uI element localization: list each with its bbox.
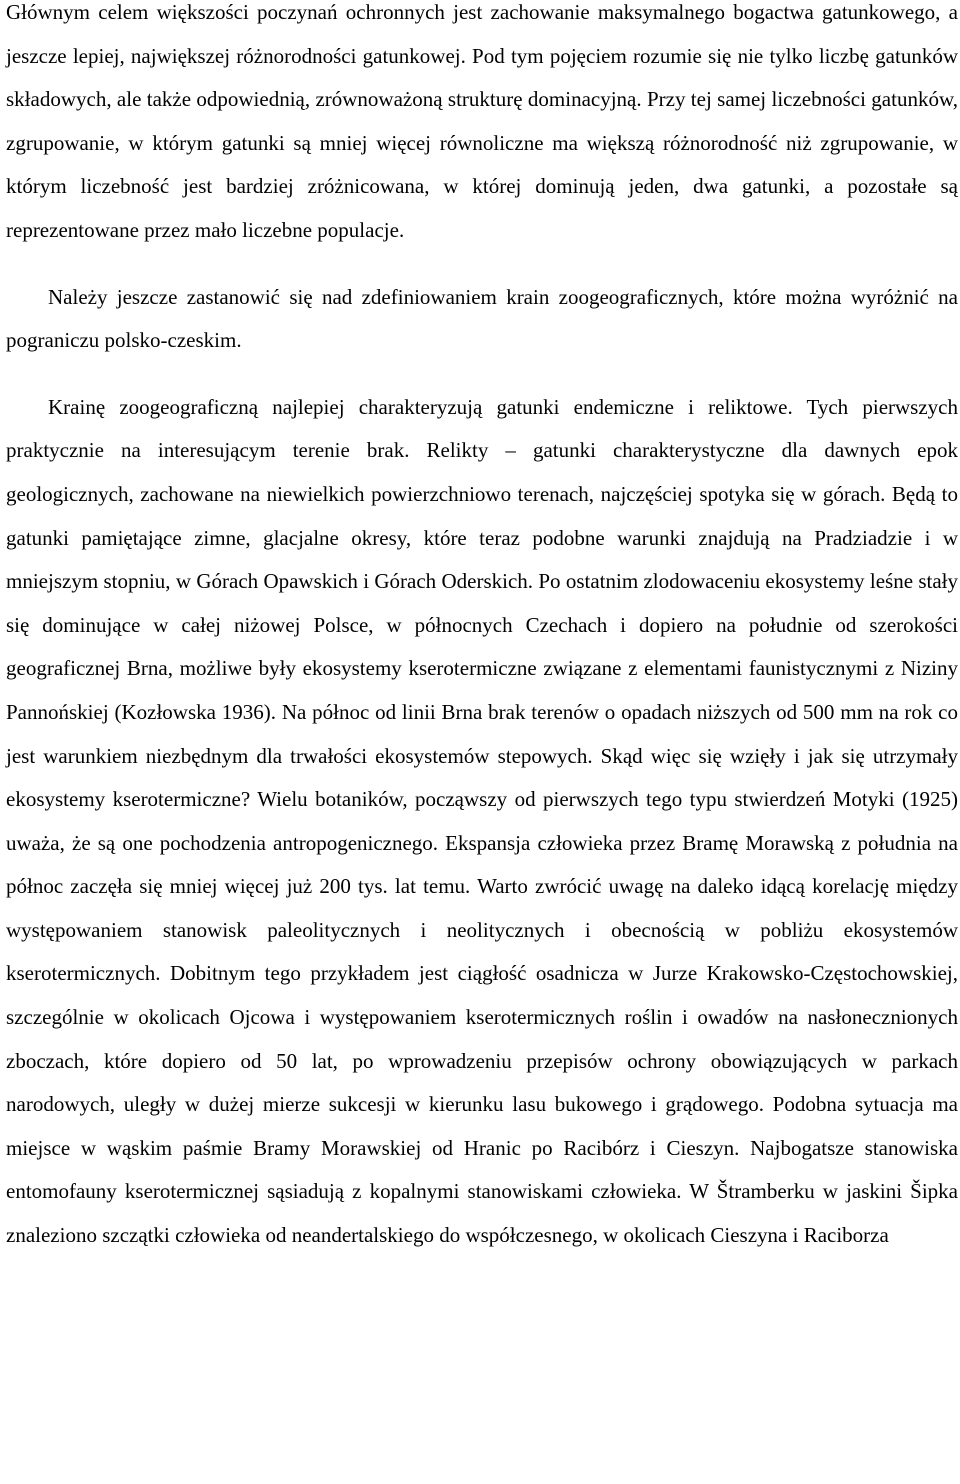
paragraph-diversity: Głównym celem większości poczynań ochronnych jest zachowanie maksymalnego bogactwa gatunkowego, a jeszcze lepiej, największej różnorodności gatunkowej. Pod tym pojęciem rozumie się nie tylko liczbę gatunków składowych, ale także odpowiednią, zrównoważoną strukturę dominacyjną. Przy tej samej liczebności gatunków, zgrupowanie, w którym gatunki są mniej więcej równoliczne ma większą różnorodność niż zgrupowanie, w którym liczebność jest bardziej zróżnicowana, w której dominują jeden, dwa gatunki, a pozostałe są reprezentowane przez mało liczebne populacje.: [6, 0, 958, 242]
document-page: [6, 0, 958, 1258]
paragraph-zoogeographic-regions: Należy jeszcze zastanowić się nad zdefiniowaniem krain zoogeograficznych, które można wyróżnić na pograniczu polsko-czeskim.: [6, 284, 958, 353]
paragraph-relict-species: Krainę zoogeograficzną najlepiej charakteryzują gatunki endemiczne i reliktowe. Tych pierwszych praktycznie na interesującym terenie brak. Relikty – gatunki charakterystyczne dla dawnych epok geologicznych, zachowane na niewielkich powierzchniowo terenach, najczęściej spotyka się w górach. Będą to gatunki pamiętające zimne, glacjalne okresy, które teraz podobne warunki znajdują na Pradziadzie i w mniejszym stopniu, w Górach Opawskich i Górach Oderskich. Po ostatnim zlodowaceniu ekosystemy leśne stały się dominujące w całej niżowej Polsce, w północnych Czechach i dopiero na południe od szerokości geograficznej Brna, możliwe były ekosystemy kserotermiczne związane z elementami faunistycznymi z Niziny Pannońskiej (Kozłowska 1936). Na północ od linii Brna brak terenów o opadach niższych od 500 mm na rok co jest warunkiem niezbędnym dla trwałości ekosystemów stepowych. Skąd więc się wzięły i jak się utrzymały ekosystemy kserotermiczne? Wielu botaników, począwszy od pierwszych tego typu stwierdzeń Motyki (1925) uważa, że są one pochodzenia antropogenicznego. Ekspansja człowieka przez Bramę Morawską z południa na północ zaczęła się mniej więcej już 200 tys. lat temu. Warto zwrócić uwagę na daleko idącą korelację między występowaniem stanowisk paleolitycznych i neolitycznych i obecnością w pobliżu ekosystemów kserotermicznych. Dobitnym tego przykładem jest ciągłość osadnicza w Jurze Krakowsko-Częstochowskiej, szczególnie w okolicach Ojcowa i występowaniem kserotermicznych roślin i owadów na nasłonecznionych zboczach, które dopiero od 50 lat, po wprowadzeniu przepisów ochrony obowiązujących w parkach narodowych, uległy w dużej mierze sukcesji w kierunku lasu bukowego i grądowego. Podobna sytuacja ma miejsce w wąskim paśmie Bramy Morawskiej od Hranic po Racibórz i Cieszyn. Najbogatsze stanowiska entomofauny kserotermicznej sąsiadują z kopalnymi stanowiskami człowieka. W Štramberku w jaskini Šipka znaleziono szczątki człowieka od neandertalskiego do współczesnego, w okolicach Cieszyna i Raciborza: [6, 394, 958, 1248]
